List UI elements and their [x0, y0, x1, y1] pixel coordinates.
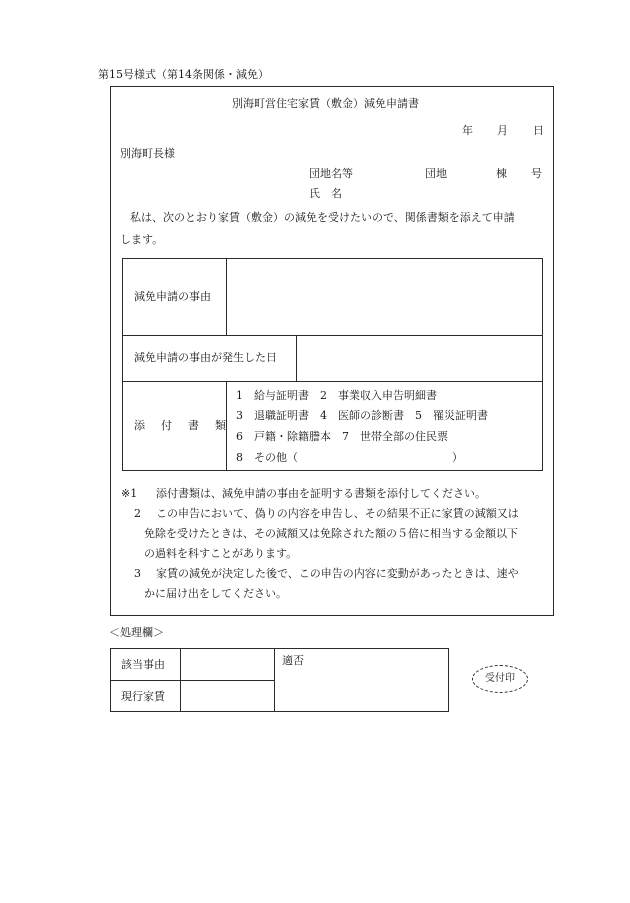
tou-label: 棟	[496, 167, 507, 180]
note-mark: 2	[134, 507, 141, 520]
note-text: 免除を受けたときは、その減額又は免除された額の５倍に相当する金額以下	[144, 527, 518, 540]
approval-label: 適否	[282, 654, 304, 667]
addressee: 別海町長様	[120, 147, 175, 160]
note-mark: ※1	[121, 487, 138, 500]
danchi-label: 団地	[425, 167, 447, 180]
attachments-label: 添付書類	[134, 419, 242, 432]
processing-divider	[110, 680, 274, 681]
reception-stamp	[472, 665, 528, 693]
table-divider	[122, 381, 543, 382]
attachment-line: 6 戸籍・除籍謄本 7 世帯全部の住民票	[236, 430, 448, 443]
attachment-line: 8 その他（ ）	[236, 451, 463, 464]
note-text: かに届け出をしてください。	[144, 587, 287, 600]
org-label: 団地名等	[309, 167, 353, 180]
statement-line-2: します。	[120, 233, 164, 246]
note-text: 添付書類は、減免申請の事由を証明する書類を添付してください。	[156, 487, 486, 500]
table-divider	[226, 258, 227, 335]
statement-line-1: 私は、次のとおり家賃（敷金）の減免を受けたいので、関係書類を添えて申請	[130, 211, 515, 224]
gou-label: 号	[531, 167, 542, 180]
attachment-line: 3 退職証明書 4 医師の診断書 5 罹災証明書	[236, 409, 488, 422]
attachment-line: 1 給与証明書 2 事業収入申告明細書	[236, 389, 437, 402]
date-year-label: 年	[462, 124, 473, 137]
note-text: この申告において、偽りの内容を申告し、その結果不正に家賃の減額又は	[156, 507, 519, 520]
processing-divider	[180, 648, 181, 712]
applicable-reason-label: 該当事由	[121, 658, 165, 671]
table-divider	[122, 335, 543, 336]
date-day-label: 日	[533, 124, 544, 137]
processing-divider	[274, 648, 275, 712]
date-month-label: 月	[497, 124, 508, 137]
processing-heading: ＜処理欄＞	[109, 626, 164, 639]
reason-label: 減免申請の事由	[134, 290, 211, 303]
occurrence-date-label: 減免申請の事由が発生した日	[134, 351, 277, 364]
note-mark: 3	[134, 567, 141, 580]
note-text: の過料を科すことがあります。	[144, 547, 298, 560]
note-text: 家賃の減免が決定した後で、この申告の内容に変動があったときは、速や	[156, 567, 519, 580]
name-label: 氏 名	[309, 187, 342, 200]
table-divider	[296, 335, 297, 381]
form-number: 第15号様式（第14条関係・減免）	[98, 68, 269, 81]
reception-stamp-label: 受付印	[485, 673, 515, 684]
current-rent-label: 現行家賃	[121, 690, 165, 703]
form-title: 別海町営住宅家賃（敷金）減免申請書	[232, 97, 419, 110]
